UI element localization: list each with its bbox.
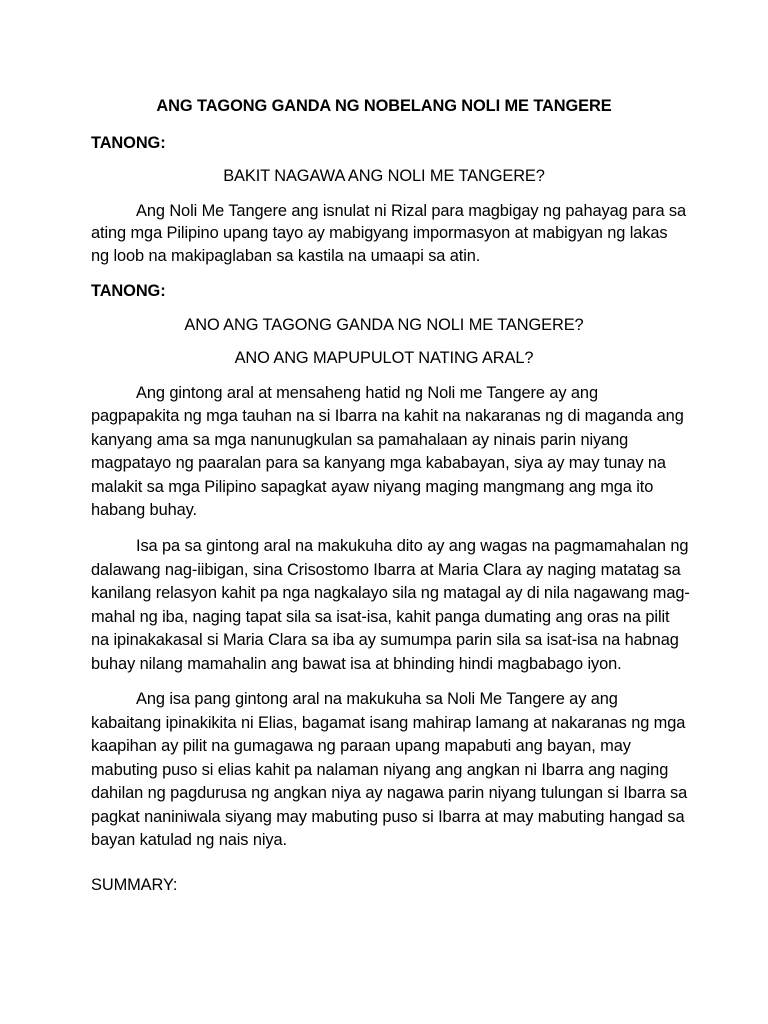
- paragraph-line: kaapihan ay pilit na gumagawa ng paraan upang mapabuti ang bayan, may: [91, 737, 631, 755]
- document-title: ANG TAGONG GANDA NG NOBELANG NOLI ME TANGERE: [156, 97, 612, 115]
- paragraph-line: habang buhay.: [91, 501, 197, 519]
- paragraph-line: na ipinakakasal si Maria Clara sa iba ay sumumpa parin sila sa isat-isa na habnag: [91, 631, 679, 649]
- paragraph-line: pagkat naniniwala siyang may mabuting puso si Ibarra at may mabuting hangad sa: [91, 808, 685, 826]
- paragraph-line: dahilan ng pagdurusa ng angkan niya ay nagawa parin niyang tulungan si Ibarra sa: [91, 784, 688, 802]
- paragraph-line: malakit sa mga Pilipino sapagkat ayaw niyang maging mangmang ang mga ito: [91, 478, 654, 496]
- paragraph-line: pagpapakita ng mga tauhan na si Ibarra na kahit na nakaranas ng di maganda ang: [91, 407, 684, 425]
- paragraph-line: bayan katulad ng nais niya.: [91, 831, 287, 849]
- question-heading: ANO ANG MAPUPULOT NATING ARAL?: [234, 349, 534, 367]
- paragraph-line: buhay nilang mamahalin ang bawat isa at bhinding hindi magbabago iyon.: [91, 655, 622, 673]
- section-label-tanong-2: TANONG:: [91, 282, 166, 300]
- question-heading: ANO ANG TAGONG GANDA NG NOLI ME TANGERE?: [184, 316, 584, 334]
- question-heading: BAKIT NAGAWA ANG NOLI ME TANGERE?: [223, 167, 545, 185]
- paragraph-line: Ang gintong aral at mensaheng hatid ng Noli me Tangere ay ang: [136, 384, 598, 402]
- paragraph-line: kanyang ama sa mga nanunugkulan sa pamahalaan ay ninais parin niyang: [91, 431, 629, 449]
- paragraph-line: magpatayo ng paaralan para sa kanyang mga kababayan, siya ay may tunay na: [91, 454, 666, 472]
- paragraph-line: mabuting puso si elias kahit pa nalaman niyang ang angkan ni Ibarra ang naging: [91, 761, 669, 779]
- paragraph-line: Ang Noli Me Tangere ang isnulat ni Rizal para magbigay ng pahayag para sa: [136, 202, 687, 220]
- section-label-tanong-1: TANONG:: [91, 134, 166, 152]
- paragraph-line: kabaitang ipinakikita ni Elias, bagamat isang mahirap lamang at nakaranas ng mga: [91, 714, 686, 732]
- paragraph-line: ng loob na makipaglaban sa kastila na umaapi sa atin.: [91, 247, 481, 265]
- paragraph-line: Isa pa sa gintong aral na makukuha dito ay ang wagas na pagmamahalan ng: [136, 537, 689, 555]
- paragraph-line: Ang isa pang gintong aral na makukuha sa Noli Me Tangere ay ang: [136, 690, 618, 708]
- paragraph-line: ating mga Pilipino upang tayo ay mabigyang impormasyon at mabigyan ng lakas: [91, 224, 668, 242]
- summary-label: SUMMARY:: [91, 876, 178, 894]
- paragraph-line: kanilang relasyon kahit pa nga nagkalayo sila ng matagal ay di nila nagawang mag-: [91, 584, 690, 602]
- paragraph-line: dalawang nag-iibigan, sina Crisostomo Ibarra at Maria Clara ay naging matatag sa: [91, 561, 681, 579]
- paragraph-line: mahal ng iba, naging tapat sila sa isat-isa, kahit panga dumating ang oras na pilit: [91, 608, 670, 626]
